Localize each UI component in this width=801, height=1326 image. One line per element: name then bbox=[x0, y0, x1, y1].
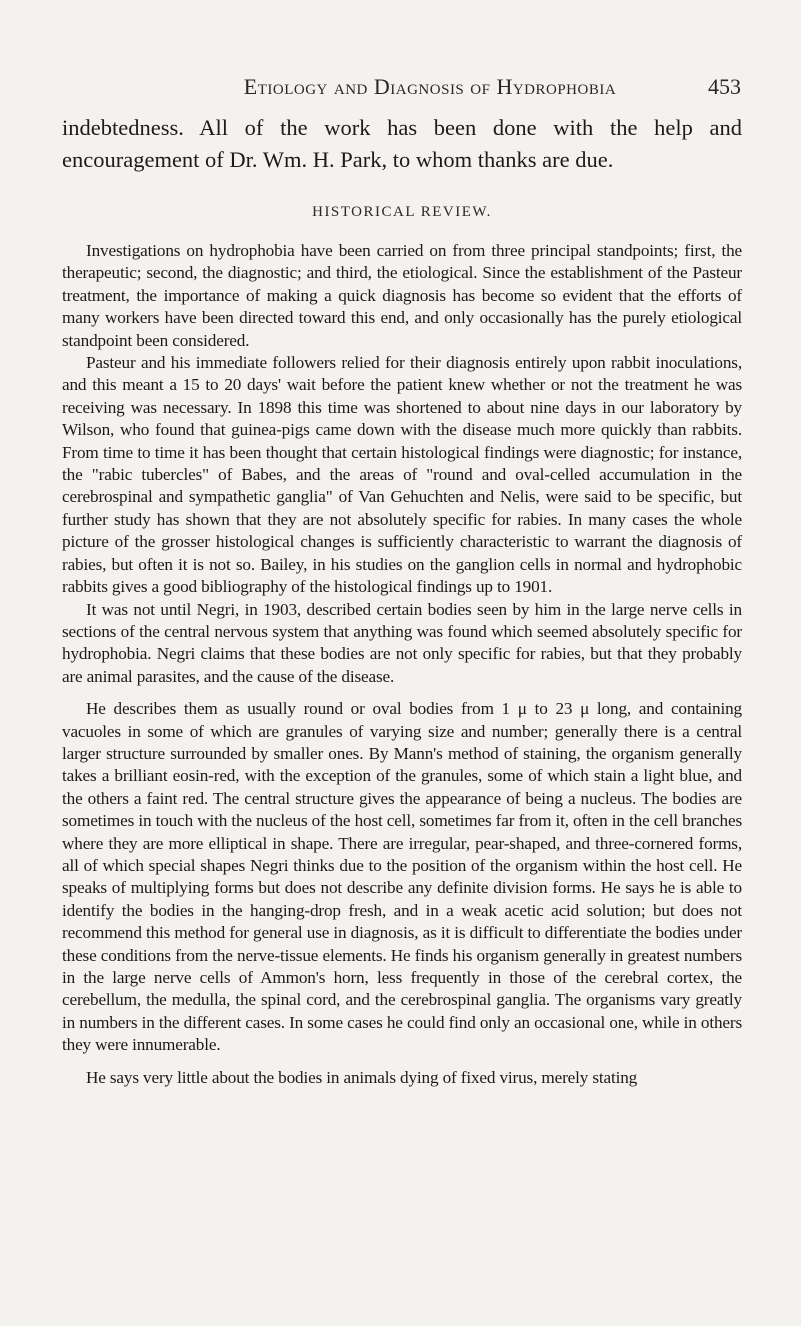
paragraph: He describes them as usually round or oval bodies from 1 μ to 23 μ long, and containing vacuoles in some of which are granules of varying size and number; generally there is a central larger structure surrounded by smaller ones. By Mann's method of staining, the organism generally takes a brilliant eosin-red, with the exception of the granules, some of which stain a light blue, and the others a faint red. The central structure gives the appearance of being a nucleus. The bodies are sometimes in touch with the nucleus of the host cell, sometimes far from it, often in the cell branches where they are more elliptical in shape. There are irregular, pear-shaped, and three-cornered forms, all of which special shapes Negri thinks due to the position of the organism within the host cell. He speaks of multiplying forms but does not describe any definite division forms. He says he is able to identify the bodies in the hanging-drop fresh, and in a weak acetic acid solution; but does not recommend this method for general use in diagnosis, as it is difficult to differentiate the bodies under these conditions from the nerve-tissue elements. He finds his organism generally in greatest numbers in the large nerve cells of Ammon's horn, less frequently in those of the cerebral cortex, the cerebellum, the medulla, the spinal cord, and the cerebrospinal ganglia. The organisms vary greatly in numbers in the different cases. In some cases he could find only an occasional one, while in others they were innumerable. bbox=[62, 699, 742, 1055]
page-number: 453 bbox=[708, 74, 741, 99]
paragraph: He says very little about the bodies in animals dying of fixed virus, merely stating bbox=[86, 1067, 638, 1087]
paragraph: It was not until Negri, in 1903, described certain bodies seen by him in the large nerve cells in sections of the central nervous system that anything was found which seemed absolutely specific for hydrophobia. Negri claims that these bodies are not only specific for rabies, but that they probably are animal parasites, and the cause of the disease. bbox=[62, 599, 742, 686]
body-text bbox=[62, 240, 742, 1089]
section-heading: HISTORICAL REVIEW. bbox=[312, 204, 492, 220]
intro-paragraph: indebtedness. All of the work has been done with the help and encouragement of Dr. Wm. H. Park, to whom thanks are due. bbox=[62, 115, 742, 172]
running-title: Etiology and Diagnosis of Hydrophobia bbox=[243, 74, 617, 99]
paragraph: Investigations on hydrophobia have been carried on from three principal standpoints; first, the therapeutic; second, the diagnostic; and third, the etiological. Since the establishment of the Pasteur treatment, the importance of making a quick diagnosis has become so evident that the efforts of many workers have been directed toward this end, and only occasionally has the purely etiological standpoint been considered. bbox=[62, 241, 742, 350]
paragraph: Pasteur and his immediate followers relied for their diagnosis entirely upon rabbit inoculations, and this meant a 15 to 20 days' wait before the patient knew whether or not the treatment he was receiving was necessary. In 1898 this time was shortened to about nine days in our laboratory by Wilson, who found that guinea-pigs came down with the disease much more quickly than rabbits. From time to time it has been thought that certain histological findings were diagnostic; for instance, the "rabic tubercles" of Babes, and the areas of "round and oval-celled accumulation in the cerebrospinal and sympathetic ganglia" of Van Gehuchten and Nelis, were said to be specific, but further study has shown that they are not absolutely specific for rabies. In many cases the whole picture of the grosser histological changes is sufficiently characteristic to warrant the diagnosis of rabies, but often it is not so. Bailey, in his studies on the ganglion cells in normal and hydrophobic rabbits gives a good bibliography of the histological findings up to 1901. bbox=[62, 353, 742, 597]
